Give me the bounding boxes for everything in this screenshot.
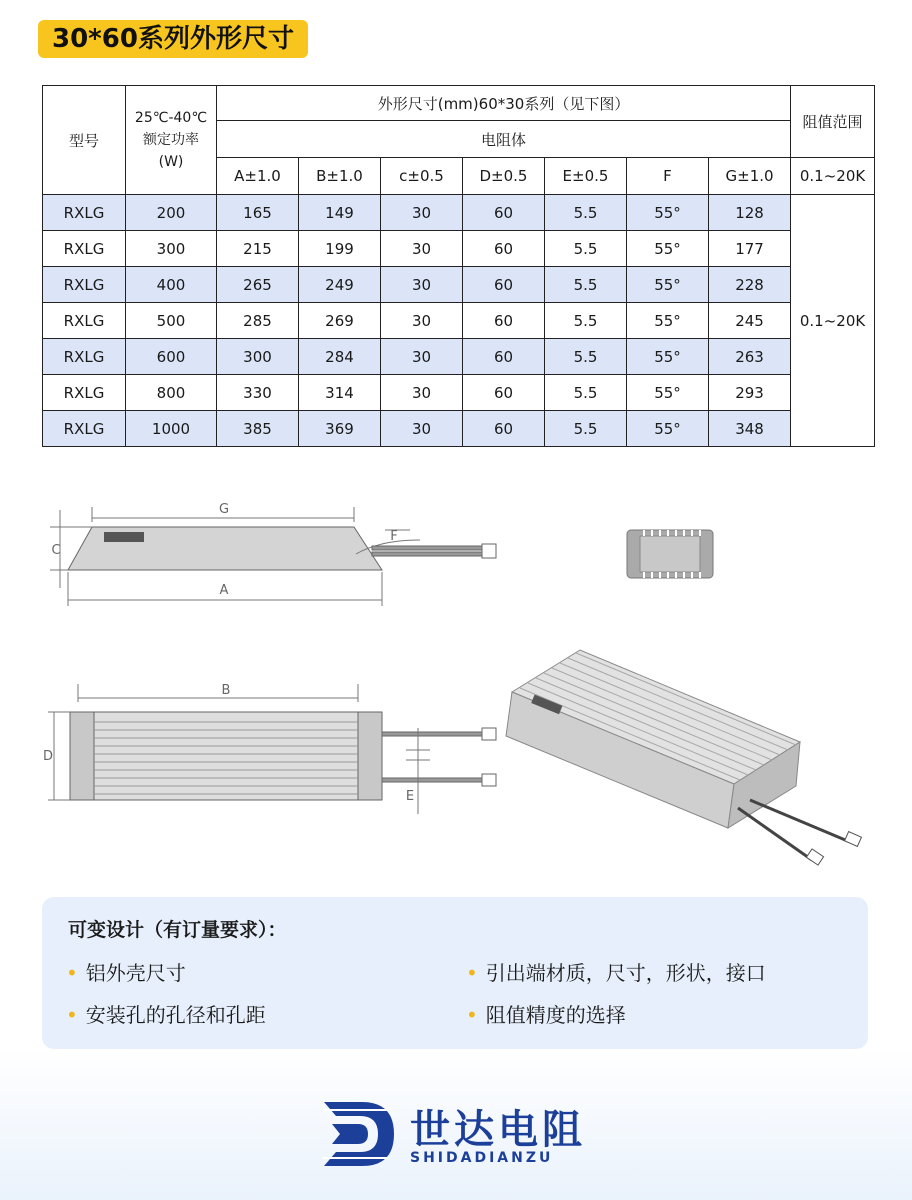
header-dims-title: 外形尺寸(mm)60*30系列（见下图） <box>217 86 791 121</box>
header-col-d: D±0.5 <box>463 158 545 195</box>
bullet-icon: • <box>66 961 78 985</box>
header-range-title: 阻值范围 <box>791 86 875 158</box>
header-model: 型号 <box>43 86 126 195</box>
spec-table <box>42 85 875 447</box>
label-b: B <box>221 683 231 698</box>
list-item: • 引出端材质，尺寸，形状，接口 <box>466 961 766 985</box>
header-col-a: A±1.0 <box>217 158 299 195</box>
header-col-g: G±1.0 <box>709 158 791 195</box>
header-range-sub: 0.1~20K <box>791 158 875 195</box>
list-item: • 阻值精度的选择 <box>466 1003 626 1027</box>
header-power: 25℃-40℃ 额定功率 (W) <box>126 86 217 195</box>
label-c: C <box>51 543 61 558</box>
table-row: RXLG 500 285 269 30 60 5.5 55° 245 <box>43 303 875 339</box>
label-f: F <box>390 529 398 544</box>
table-row: RXLG 1000 385 369 30 60 5.5 55° 348 <box>43 411 875 447</box>
table-row: RXLG 600 300 284 30 60 5.5 55° 263 <box>43 339 875 375</box>
list-item: • 安装孔的孔径和孔距 <box>66 1003 266 1027</box>
label-d: D <box>42 749 54 764</box>
list-item: • 铝外壳尺寸 <box>66 961 186 985</box>
technical-drawings <box>0 480 912 880</box>
header-col-e: E±0.5 <box>545 158 627 195</box>
label-g: G <box>218 502 230 517</box>
header-col-f: F <box>627 158 709 195</box>
cross-section-drawing <box>627 530 713 578</box>
brand-logo <box>318 1098 586 1174</box>
table-row: RXLG 800 330 314 30 60 5.5 55° 293 <box>43 375 875 411</box>
bullet-icon: • <box>466 1003 478 1027</box>
bullet-icon: • <box>466 961 478 985</box>
isometric-view-drawing <box>506 650 861 865</box>
custom-design-title: 可变设计（有订量要求）： <box>68 919 287 941</box>
header-col-c: c±0.5 <box>381 158 463 195</box>
table-row: RXLG 400 265 249 30 60 5.5 55° 228 <box>43 267 875 303</box>
range-value: 0.1~20K <box>791 195 875 447</box>
brand-pinyin: SHIDADIANZU <box>410 1150 554 1166</box>
label-e: E <box>405 789 415 804</box>
label-a: A <box>219 583 229 598</box>
table-row: RXLG 300 215 199 30 60 5.5 55° 177 <box>43 231 875 267</box>
brand-name: 世达电阻 <box>410 1107 586 1153</box>
brand-logo-icon <box>318 1098 398 1170</box>
bullet-icon: • <box>66 1003 78 1027</box>
table-row: RXLG 200 165 149 30 60 5.5 55° 128 0.1~20K <box>43 195 875 231</box>
custom-design-panel <box>42 897 868 1049</box>
top-view-drawing <box>48 684 496 814</box>
side-view-drawing <box>50 507 496 606</box>
page-title: 30*60系列外形尺寸 <box>38 20 308 58</box>
header-body-title: 电阻体 <box>217 121 791 158</box>
header-col-b: B±1.0 <box>299 158 381 195</box>
